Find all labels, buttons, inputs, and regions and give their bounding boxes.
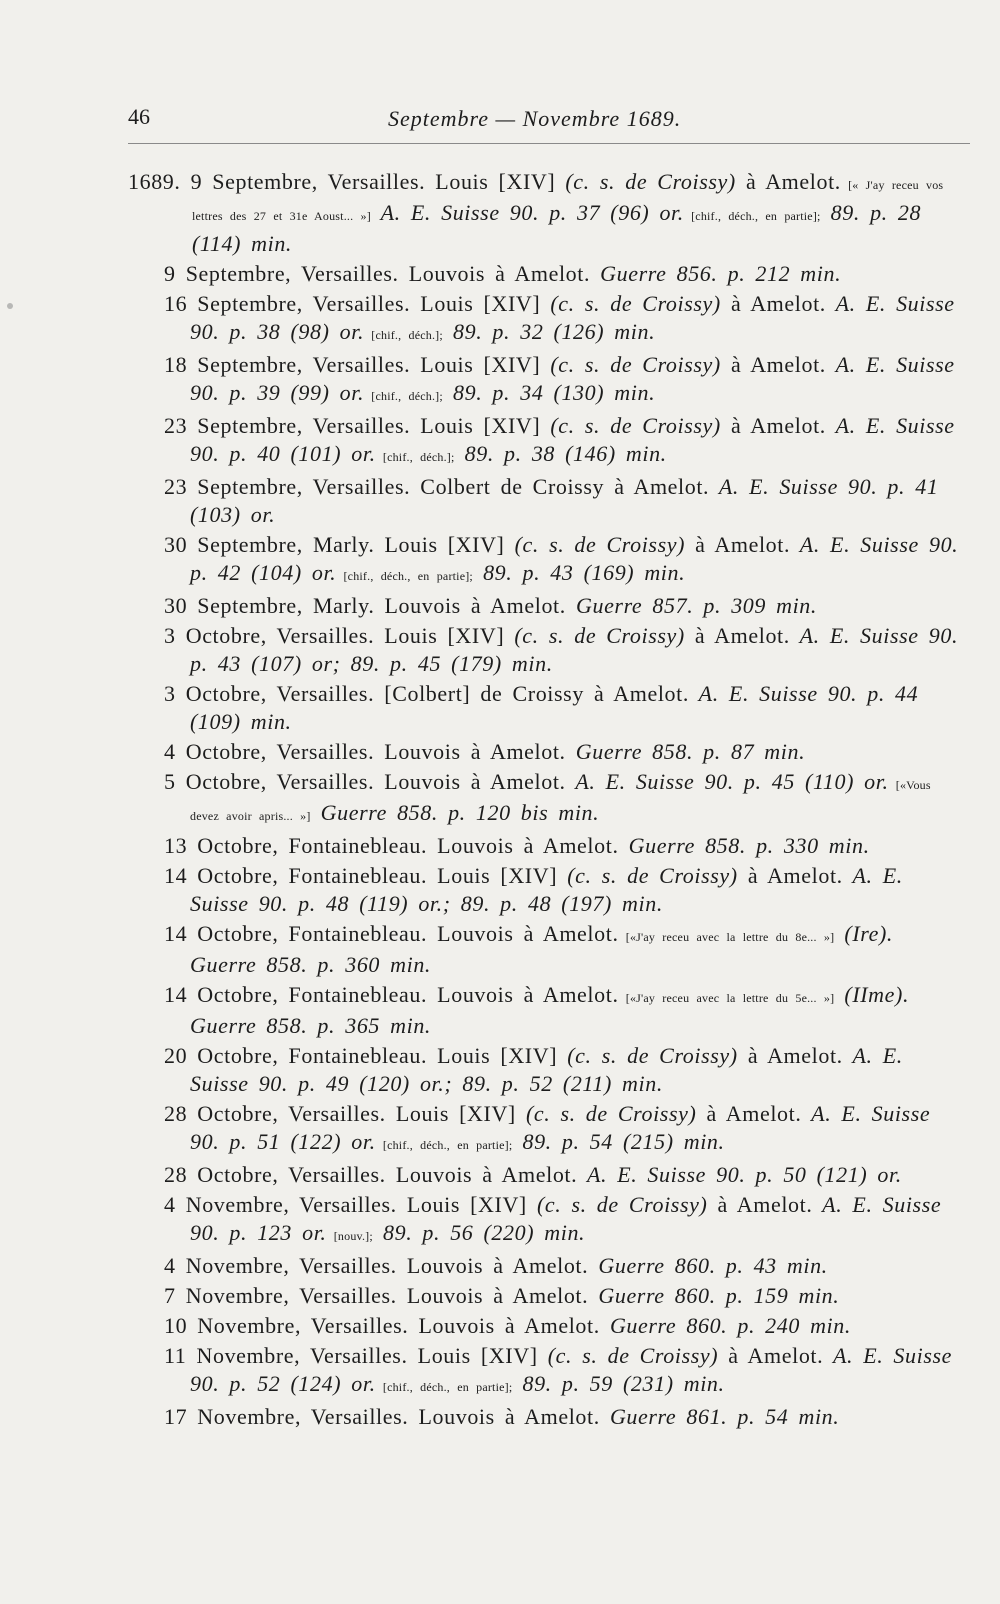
entry-source: Guerre 860. p. 43 min. (588, 1253, 828, 1278)
entry-countersign: (c. s. de Croissy) (540, 291, 721, 316)
entry-main: 28 Octobre, Versailles. Louis [XIV] (164, 1101, 516, 1126)
entry-recipient: à Amelot. (720, 352, 826, 377)
running-title: Septembre — Novembre 1689. (388, 106, 682, 131)
entry-countersign: (c. s. de Croissy) (557, 1043, 738, 1068)
entry-source: A. E. Suisse 90. p. 50 (121) or. (577, 1162, 902, 1187)
entry-source: 89. p. 59 (231) min. (512, 1371, 725, 1396)
entry-countersign: (c. s. de Croissy) (504, 532, 686, 557)
entry-source: A. E. Suisse 90. p. 51 (122) or. (190, 1101, 931, 1154)
entry (164, 1042, 965, 1098)
entry-countersign: (c. s. de Croissy) (555, 169, 736, 194)
entry (164, 592, 965, 620)
entry-source: Guerre 860. p. 159 min. (588, 1283, 840, 1308)
entry-source: 89. p. 28 (114) min. (192, 200, 922, 256)
entry (164, 1342, 965, 1401)
entry-source: (IIme). Guerre 858. p. 365 min. (190, 982, 910, 1038)
entry-main: 14 Octobre, Fontainebleau. Louvois à Amelot. (164, 921, 619, 946)
entry-source: Guerre 860. p. 240 min. (599, 1313, 851, 1338)
entry-countersign: (c. s. de Croissy) (526, 1192, 708, 1217)
entry-main: 9 Septembre, Versailles. Louvois à Amelot. (164, 261, 591, 286)
entry-source: Guerre 856. p. 212 min. (590, 261, 842, 286)
entry-source: A. E. Suisse 90. p. 40 (101) or. (190, 413, 955, 466)
entry (164, 531, 965, 590)
entry-countersign: (c. s. de Croissy) (557, 863, 738, 888)
entry (164, 1312, 965, 1340)
entry-countersign: (c. s. de Croissy) (540, 352, 721, 377)
entry-recipient: à Amelot. (684, 623, 790, 648)
entry-main: 17 Novembre, Versailles. Louvois à Amelot. (164, 1404, 600, 1429)
header-rule (128, 143, 970, 144)
entry (164, 1161, 965, 1189)
entry-main: 30 Septembre, Marly. Louvois à Amelot. (164, 593, 566, 618)
entry-note: [chif., déch.]; (364, 389, 443, 403)
entry-source: A. E. Suisse 90. p. 48 (119) or.; 89. p. 48 (197) min. (190, 863, 903, 916)
entry-main: 16 Septembre, Versailles. Louis [XIV] (164, 291, 541, 316)
entry (164, 260, 965, 288)
entry-source: 89. p. 56 (220) min. (372, 1220, 586, 1245)
entry-main: 18 Septembre, Versailles. Louis [XIV] (164, 352, 541, 377)
entry-recipient: à Amelot. (737, 1043, 843, 1068)
entry-recipient: à Amelot. (735, 169, 841, 194)
entry-source: A. E. Suisse 90. p. 49 (120) or.; 89. p. 52 (211) min. (190, 1043, 903, 1096)
entry (128, 168, 967, 258)
page-number: 46 (128, 104, 150, 129)
entry-note: [chif., déch., en partie]; (375, 1380, 513, 1394)
entry-recipient: à Amelot. (707, 1192, 813, 1217)
entry (164, 1252, 965, 1280)
entry-source: A. E. Suisse 90. p. 123 or. (190, 1192, 942, 1245)
entry-recipient: à Amelot. (720, 413, 826, 438)
entry-recipient: à Amelot. (718, 1343, 824, 1368)
entry-countersign: (c. s. de Croissy) (537, 1343, 719, 1368)
entry-source: A. E. Suisse 90. p. 52 (124) or. (190, 1343, 953, 1396)
entry-source: A. E. Suisse 90. p. 45 (110) or. (565, 769, 889, 794)
entry-source: Guerre 861. p. 54 min. (599, 1404, 840, 1429)
entry-recipient: à Amelot. (737, 863, 843, 888)
entry-main: 14 Octobre, Fontainebleau. Louvois à Amelot. (164, 982, 619, 1007)
entry-countersign: (c. s. de Croissy) (504, 623, 685, 648)
entry-main: 11 Novembre, Versailles. Louis [XIV] (164, 1343, 538, 1368)
entry-source: 89. p. 38 (146) min. (454, 441, 667, 466)
entry (164, 412, 965, 471)
entry-main: 23 Septembre, Versailles. Louis [XIV] (164, 413, 541, 438)
entry-main: 30 Septembre, Marly. Louis [XIV] (164, 532, 505, 557)
entry-source: Guerre 858. p. 87 min. (565, 739, 806, 764)
entry-note: [chif., déch., en partie]; (683, 209, 821, 223)
entry-note: [«Vous devez avoir apris... »] (190, 778, 931, 823)
entry-countersign: (c. s. de Croissy) (540, 413, 721, 438)
entry (164, 1282, 965, 1310)
entry-source: 89. p. 54 (215) min. (512, 1129, 725, 1154)
entry-recipient: à Amelot. (720, 291, 826, 316)
entry-source: A. E. Suisse 90. p. 41 (103) or. (190, 474, 939, 527)
entry (164, 351, 965, 410)
entry-main: 7 Novembre, Versailles. Louvois à Amelot. (164, 1283, 589, 1308)
entry-note: [chif., déch., en partie]; (336, 569, 473, 583)
entry-main: 1689. 9 Septembre, Versailles. Louis [XIV] (128, 169, 556, 194)
entry-main: 4 Novembre, Versailles. Louis [XIV] (164, 1192, 527, 1217)
entry-main: 13 Octobre, Fontainebleau. Louvois à Amelot. (164, 833, 619, 858)
entry-note: [«J'ay receu avec la lettre du 8e... »] (618, 930, 835, 944)
entry-source: A. E. Suisse 90. p. 38 (98) or. (190, 291, 955, 344)
entry-source: A. E. Suisse 90. p. 42 (104) or. (190, 532, 959, 585)
entry-note: [«J'ay receu avec la lettre du 5e... »] (618, 991, 835, 1005)
entry-source: (Ire). Guerre 858. p. 360 min. (190, 921, 893, 977)
entry (164, 622, 965, 678)
entry (164, 920, 965, 979)
entry-main: 3 Octobre, Versailles. [Colbert] de Croissy à Amelot. (164, 681, 689, 706)
entry-main: 4 Octobre, Versailles. Louvois à Amelot. (164, 739, 566, 764)
entry-source: A. E. Suisse 90. p. 43 (107) or; 89. p. 45 (179) min. (190, 623, 959, 676)
entry-main: 23 Septembre, Versailles. Colbert de Croissy à Amelot. (164, 474, 710, 499)
entry (164, 832, 965, 860)
entry-recipient: à Amelot. (685, 532, 791, 557)
entry-main: 5 Octobre, Versailles. Louvois à Amelot. (164, 769, 566, 794)
entry (164, 768, 965, 830)
entry (164, 1403, 965, 1431)
entry-main: 28 Octobre, Versailles. Louvois à Amelot. (164, 1162, 578, 1187)
entry-source: A. E. Suisse 90. p. 44 (109) min. (190, 681, 919, 734)
entry-source: 89. p. 32 (126) min. (442, 319, 656, 344)
entry-note: [nouv.]; (326, 1229, 373, 1243)
entry-countersign: (c. s. de Croissy) (515, 1101, 697, 1126)
entry (164, 473, 965, 529)
entry-source: 89. p. 43 (169) min. (472, 560, 686, 585)
entry-note: [chif., déch., en partie]; (375, 1138, 513, 1152)
entry-source: Guerre 857. p. 309 min. (565, 593, 817, 618)
entry (164, 981, 965, 1040)
entry-source: Guerre 858. p. 120 bis min. (310, 800, 600, 825)
entry-source: Guerre 858. p. 330 min. (618, 833, 870, 858)
entry-source: A. E. Suisse 90. p. 37 (96) or. (370, 200, 684, 225)
entry-note: [« J'ay receu vos lettres des 27 et 31e Aoust... »] (192, 178, 944, 223)
entry (164, 862, 965, 918)
entry-main: 14 Octobre, Fontainebleau. Louis [XIV] (164, 863, 558, 888)
entry-note: [chif., déch.]; (375, 450, 455, 464)
entry-note: [chif., déch.]; (364, 328, 443, 342)
entry (164, 290, 965, 349)
entry-recipient: à Amelot. (696, 1101, 802, 1126)
page-header (128, 104, 988, 140)
entry-list (0, 168, 1000, 1433)
entry (164, 1191, 965, 1250)
entry (164, 738, 965, 766)
entry-main: 20 Octobre, Fontainebleau. Louis [XIV] (164, 1043, 558, 1068)
entry (164, 680, 965, 736)
entry-source: A. E. Suisse 90. p. 39 (99) or. (190, 352, 955, 405)
entry (164, 1100, 965, 1159)
entry-main: 4 Novembre, Versailles. Louvois à Amelot. (164, 1253, 589, 1278)
entry-main: 10 Novembre, Versailles. Louvois à Amelot. (164, 1313, 600, 1338)
entry-main: 3 Octobre, Versailles. Louis [XIV] (164, 623, 505, 648)
entry-source: 89. p. 34 (130) min. (442, 380, 656, 405)
